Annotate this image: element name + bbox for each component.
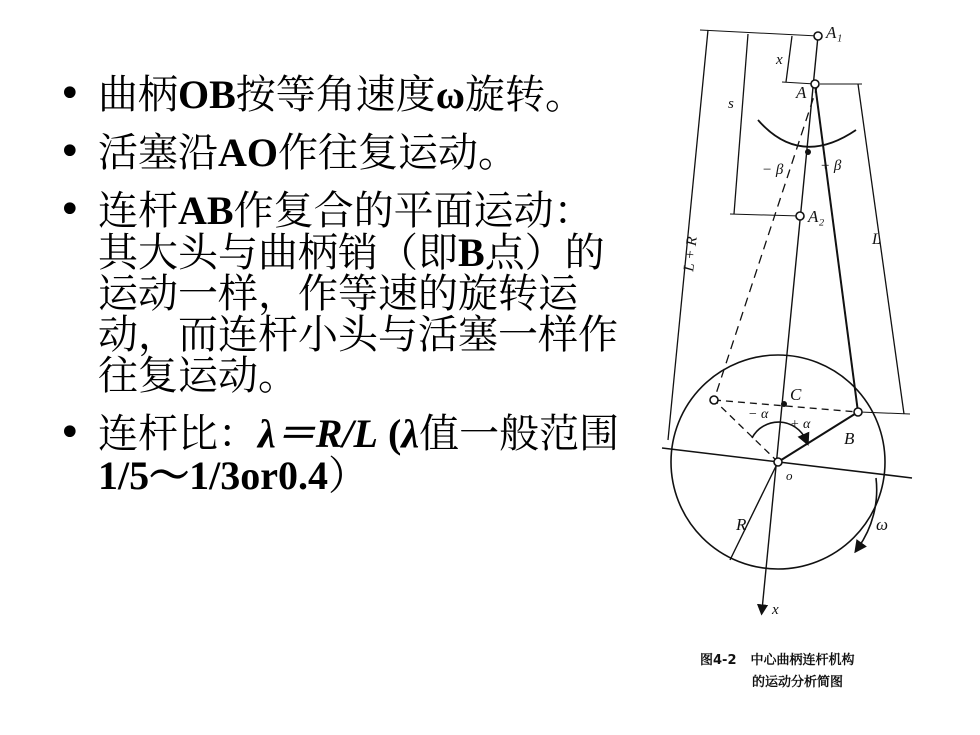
label-r: R [736,515,747,534]
bullet-item [58,410,633,499]
bullet-text: 连杆 [98,188,178,234]
label-minus-beta: − β [762,162,784,178]
crank-mechanism-diagram [655,18,945,658]
label-x-top: x [776,52,783,68]
bullet-item [58,187,633,399]
bullet-text: 点）的运动一样，作等速的旋转运动，而连杆小头与活塞一样作往复运动。 [98,230,618,399]
bullet-text: AO [218,130,278,175]
cylinder-axis-line [762,36,818,610]
bullet-text: ω [435,72,466,117]
caption-number: 图4-2 [700,653,737,668]
figure-caption [700,650,855,694]
label-c: C [790,385,802,404]
point-beta-vertex [805,149,811,155]
connecting-rod-dashed [714,84,818,400]
point-a2 [796,212,804,220]
crank-dashed [714,400,778,462]
omega-arc [858,478,877,548]
caption-text-1: 中心曲柄连杆机构 [750,653,855,668]
bullet-text: ( [377,411,402,456]
caption-line-1 [700,650,855,672]
bullet-dot: • [58,129,82,175]
label-s: s [728,96,734,112]
bullet-text: ） [327,453,368,499]
bullet-text: 活塞沿 [98,130,218,176]
label-o: o [786,468,793,483]
bullet-dot: • [58,71,82,117]
bullet-text: B [458,230,485,275]
bullet-text: 曲柄 [98,72,178,118]
point-o [774,458,782,466]
dim-l [858,84,904,414]
bullet-dot: • [58,410,82,456]
point-a [811,80,819,88]
label-plus-beta: + β [820,158,842,174]
bullet-item [58,71,633,118]
bullet-text: λ＝R/L [258,411,378,456]
bullet-text: 值一般范围 [419,411,620,457]
bullet-text: AB [178,188,234,233]
label-x-axis: x [772,602,779,618]
bullet-text: 作往复运动。 [278,130,518,176]
caption-line-2: 的运动分析简图 [752,675,844,690]
bullet-text: OB [178,72,236,117]
bullet-item [58,129,633,176]
bullet-text: 旋转。 [465,72,586,118]
bullet-text: 作复合的平面运动：其大头与曲柄销（即 [98,188,594,276]
label-a2: A₂ [808,207,825,226]
label-omega: ω [876,515,889,534]
bullet-dot: • [58,187,82,233]
radius-line [730,462,778,560]
label-minus-alpha: − α [748,407,769,422]
label-l-plus-r: L + R [681,235,701,273]
dim-x [786,36,792,82]
bullet-text: 按等角速度 [235,72,436,118]
dim-l-plus-r [668,30,708,440]
point-a1 [814,32,822,40]
bullet-text: 1/5～1/3or0.4 [98,453,328,498]
dim-ext-top [700,30,818,36]
label-a: A [796,83,807,102]
bullet-text: 连杆比： [98,411,258,457]
bullet-list [58,71,633,513]
dim-ext-b [860,412,910,414]
dim-ext-a2 [730,214,800,216]
point-b [854,408,862,416]
point-left [710,396,718,404]
label-b: B [844,429,855,448]
label-l: L [872,231,881,248]
point-c [781,401,787,407]
bullet-text: λ [401,411,420,456]
label-a1: A₁ [826,23,843,42]
dim-s [734,34,748,214]
label-plus-alpha: + α [790,417,811,432]
